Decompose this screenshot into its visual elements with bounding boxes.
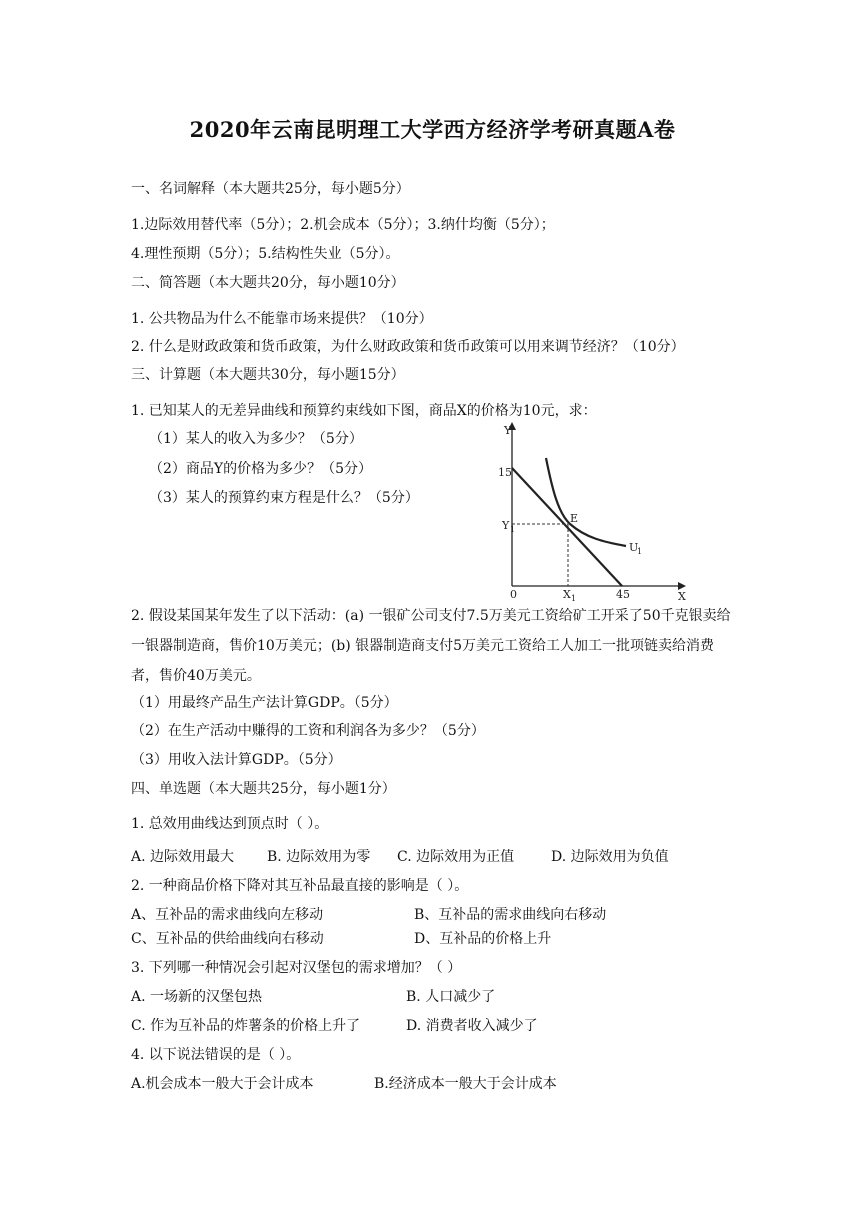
- mcq-2-option-d: D、互补品的价格上升: [414, 931, 552, 947]
- mcq-2-option-b: B、互补品的需求曲线向右移动: [414, 907, 607, 923]
- x1-subscript: 1: [571, 594, 577, 603]
- budget-line: [512, 468, 622, 586]
- mcq-2-question: 2. 一种商品价格下降对其互补品最直接的影响是（ ）。: [131, 878, 469, 894]
- section-3-question-2-part-3: （3）用收入法计算GDP。（5分）: [131, 752, 342, 768]
- y-axis-label: Y: [504, 424, 512, 437]
- section-3-heading: 三、计算题（本大题共30分，每小题15分）: [131, 367, 405, 383]
- section-1-heading: 一、名词解释（本大题共25分，每小题5分）: [131, 181, 410, 197]
- section-3-question-2: 2. 假设某国某年发生了以下活动：(a) 一银矿公司支付7.5万美元工资给矿工开采了50千克银卖给一银器制造商，售价10万美元；(b) 银器制造商支付5万美元工资给工人加工一批项链卖给消费者，售价40万美元。: [131, 608, 731, 684]
- mcq-4-option-b: B.经济成本一般大于会计成本: [374, 1076, 557, 1092]
- page-title: 2020年云南昆明理工大学西方经济学考研真题A卷: [189, 117, 676, 142]
- mcq-2-option-a: A、互补品的需求曲线向左移动: [131, 907, 324, 923]
- mcq-1-option-b: B. 边际效用为零: [267, 849, 371, 865]
- mcq-4-question: 4. 以下说法错误的是（ ）。: [131, 1047, 301, 1063]
- mcq-3-question: 3. 下列哪一种情况会引起对汉堡包的需求增加？（ ）: [131, 960, 462, 976]
- mcq-2-option-c: C、互补品的供给曲线向右移动: [131, 931, 324, 947]
- y1-subscript: 1: [510, 525, 516, 534]
- x1-label: X: [563, 588, 571, 601]
- section-4-heading: 四、单选题（本大题共25分，每小题1分）: [131, 781, 396, 797]
- x-intercept-label: 45: [616, 588, 630, 601]
- section-3-question-1-part-2: （2）商品Y的价格为多少？（5分）: [149, 461, 373, 477]
- section-3-question-1: 1. 已知某人的无差异曲线和预算约束线如下图，商品X的价格为10元，求：: [131, 403, 597, 419]
- mcq-3-option-d: D. 消费者收入减少了: [406, 1018, 538, 1034]
- mcq-3-option-c: C. 作为互补品的炸薯条的价格上升了: [131, 1018, 361, 1034]
- curve-u1-subscript: 1: [637, 547, 643, 556]
- mcq-3-option-b: B. 人口减少了: [406, 989, 496, 1005]
- section-2-question-2: 2. 什么是财政政策和货币政策，为什么财政政策和货币政策可以用来调节经济？（10分）: [131, 339, 685, 355]
- mcq-1-question: 1. 总效用曲线达到顶点时（ ）。: [131, 816, 329, 832]
- section-1-line-2: 4.理性预期（5分）；5.结构性失业（5分）。: [131, 246, 400, 262]
- indifference-curve: [546, 458, 626, 546]
- y1-label: Y: [502, 519, 510, 532]
- y-intercept-label: 15: [498, 466, 512, 479]
- origin-label: 0: [510, 588, 517, 601]
- section-3-question-2-part-1: （1）用最终产品生产法计算GDP。（5分）: [131, 695, 398, 711]
- section-1-line-1: 1.边际效用替代率（5分）；2.机会成本（5分）；3.纳什均衡（5分）；: [131, 217, 555, 233]
- mcq-1-option-c: C. 边际效用为正值: [397, 849, 515, 865]
- section-3-question-1-part-3: （3）某人的预算约束方程是什么？（5分）: [149, 490, 419, 506]
- indifference-curve-figure: [492, 418, 692, 604]
- mcq-1-option-a: A. 边际效用最大: [131, 849, 235, 865]
- mcq-1-option-d: D. 边际效用为负值: [551, 849, 669, 865]
- x-axis-arrow: [678, 582, 686, 590]
- curve-u1-label: U: [629, 541, 639, 554]
- section-3-question-1-part-1: （1）某人的收入为多少？（5分）: [149, 431, 363, 447]
- mcq-4-option-a: A.机会成本一般大于会计成本: [131, 1076, 314, 1092]
- section-2-question-1: 1. 公共物品为什么不能靠市场来提供？（10分）: [131, 311, 433, 327]
- section-2-heading: 二、简答题（本大题共20分，每小题10分）: [131, 275, 405, 291]
- mcq-3-option-a: A. 一场新的汉堡包热: [131, 989, 263, 1005]
- x-axis-label: X: [678, 590, 686, 603]
- point-e-label: E: [570, 512, 579, 525]
- section-3-question-2-part-2: （2）在生产活动中赚得的工资和利润各为多少？（5分）: [131, 723, 485, 739]
